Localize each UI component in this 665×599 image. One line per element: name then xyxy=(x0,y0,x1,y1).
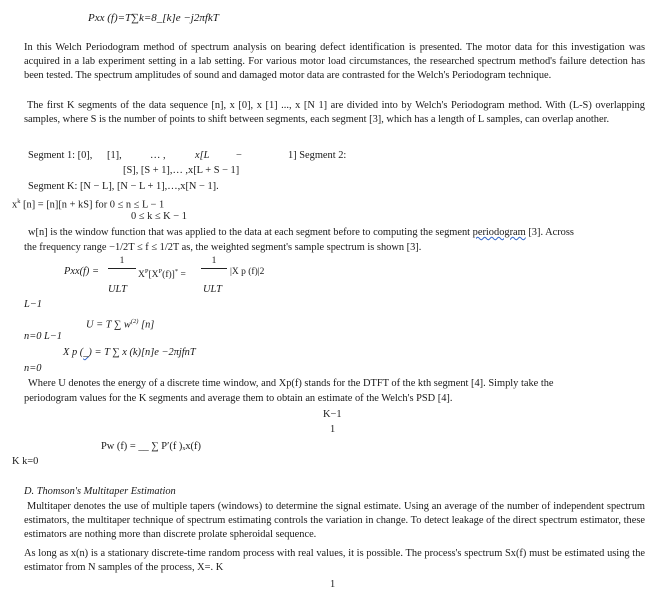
welch-psd-equation: Pw (f) = __ ∑ P′(f )ₓx(f) xyxy=(101,441,201,452)
sum-limit-k-1: K−1 xyxy=(323,409,342,420)
xk-pre: x xyxy=(12,199,18,211)
xk-range: 0 ≤ k ≤ K − 1 xyxy=(131,211,187,222)
header-formula xyxy=(88,11,219,25)
segment-1-ellipsis: … , xyxy=(150,150,166,161)
paragraph-multitaper: Multitaper denotes the use of multiple tapers (windows) to determine the signal estimate. Using an average of the number of independent spectrum estimators, the multitaper technique of spectrum estimating controls the variation in change. To detect leakage of the direct spectrum estimator, these estimators are nothing more than discrete prolate spheroidal sequence. xyxy=(24,501,645,541)
paragraph-welch-intro: In this Welch Periodogram method of spectrum analysis on bearing defect identification is presented. The motor data for this investigation was acquired in a lab experiment setting in a lab setting. For various motor load circumstances, the researched spectrum method's failure detection has been tested. The spectrum amplitudes of sound and damaged motor data are contrasted for the Welch's Periodogram technique. xyxy=(24,42,645,82)
segment-1-minus: − xyxy=(236,150,242,161)
xp-post: ) = T ∑ x (k)[n]e −2πjfnT xyxy=(88,347,196,358)
xp-squiggle: _ xyxy=(83,347,89,358)
pxx-rhs: |X p (f)|2 xyxy=(230,267,265,277)
wn-periodogram-word: periodogram xyxy=(472,227,526,238)
xk-sup: k xyxy=(17,198,21,205)
u-eq-post: [n] xyxy=(138,319,155,331)
pxx-mid-sup: P xyxy=(144,268,149,275)
pxx-mid xyxy=(138,265,186,282)
u-energy-equation xyxy=(86,315,154,333)
frequency-range-line: the frequency range −1/2T ≤ f ≤ 1/2T as, the weighted segment's sample spectrum is shown [3]. xyxy=(24,242,422,253)
pxx-mid-x: X xyxy=(138,270,145,281)
pxx-den-2: ULT xyxy=(203,284,222,295)
sum-limit-l-1: L−1 xyxy=(24,299,42,310)
sum-limit-n0: n=0 xyxy=(24,363,42,374)
pxx-mid-star: * xyxy=(174,268,179,275)
pxx-lhs: Pxx(f) = xyxy=(64,266,99,277)
window-function-line xyxy=(28,226,574,240)
segment-2-line: [S], [S + 1],… ,x[L + S − 1] xyxy=(123,165,240,176)
pxx-mid-eq: = xyxy=(178,270,186,281)
one-fraction-b: 1 xyxy=(330,579,336,590)
pxx-mid-x2: [X xyxy=(148,270,159,281)
pxx-frac-2-num: 1 xyxy=(211,256,217,266)
where-line-1: Where U denotes the energy of a discrete time window, and Xp(f) stands for the DTFT of the kth segment [4]. Simply take the xyxy=(28,378,554,389)
sum-limits-n0-l1: n=0 L−1 xyxy=(24,331,62,342)
xk-post: [n] = [n][n + kS] for 0 ≤ n ≤ L − 1 xyxy=(20,199,165,211)
wn-pre: w[n] is the window function that was applied to the data at each segment before to computing the segment xyxy=(28,227,473,238)
paragraph-segments: The first K segments of the data sequence [n], x [0], x [1] ..., x [N 1] are divided into by Welch's Periodogram method. With (L-S) overlapping samples, where S is the number of points to shift between segments, each segment [3], which has a length of L samples, can overlap another. xyxy=(24,100,645,126)
sum-limits-k-k0: K k=0 xyxy=(12,456,39,467)
segment-1-xL: x[L xyxy=(195,150,210,161)
pxx-mid-sup2: P xyxy=(158,268,163,275)
u-eq-sup: (2) xyxy=(130,318,139,325)
paragraph-process: As long as x(n) is a stationary discrete-time random process with real values, it is possible. The process's spectrum Sx(f) must be estimated using the estimator from N samples of the process, X=. K xyxy=(24,548,645,574)
where-line-2: periodogram values for the K segments and average them to obtain an estimate of the Welch's PSD [4]. xyxy=(24,393,453,404)
pxx-frac-2-bar xyxy=(201,268,227,269)
pxx-den-1: ULT xyxy=(108,284,127,295)
xp-dtft-equation xyxy=(63,346,196,360)
one-fraction-a: 1 xyxy=(330,424,336,435)
segment-k-line: Segment K: [N − L], [N − L + 1],…,x[N − 1]. xyxy=(28,181,219,192)
header-formula-text: Pxx (f)=T∑k=8_[k]e −j2πfkT xyxy=(88,12,219,24)
wn-post: [3]. Across xyxy=(525,227,574,238)
pxx-frac-1-num: 1 xyxy=(119,256,125,266)
pxx-frac-2 xyxy=(201,256,227,269)
xp-pre: X p ( xyxy=(63,347,84,358)
pxx-frac-1 xyxy=(108,256,136,269)
pxx-frac-1-bar xyxy=(108,268,136,269)
section-heading-multitaper: D. Thomson's Multitaper Estimation xyxy=(24,486,176,497)
segment-1-x1: [1], xyxy=(107,150,122,161)
segment-1-end: 1] Segment 2: xyxy=(288,150,347,161)
pxx-mid-f: (f)] xyxy=(162,270,175,281)
segment-1-label: Segment 1: [0], xyxy=(28,150,93,161)
u-eq-main: U = T ∑ w xyxy=(86,319,131,331)
